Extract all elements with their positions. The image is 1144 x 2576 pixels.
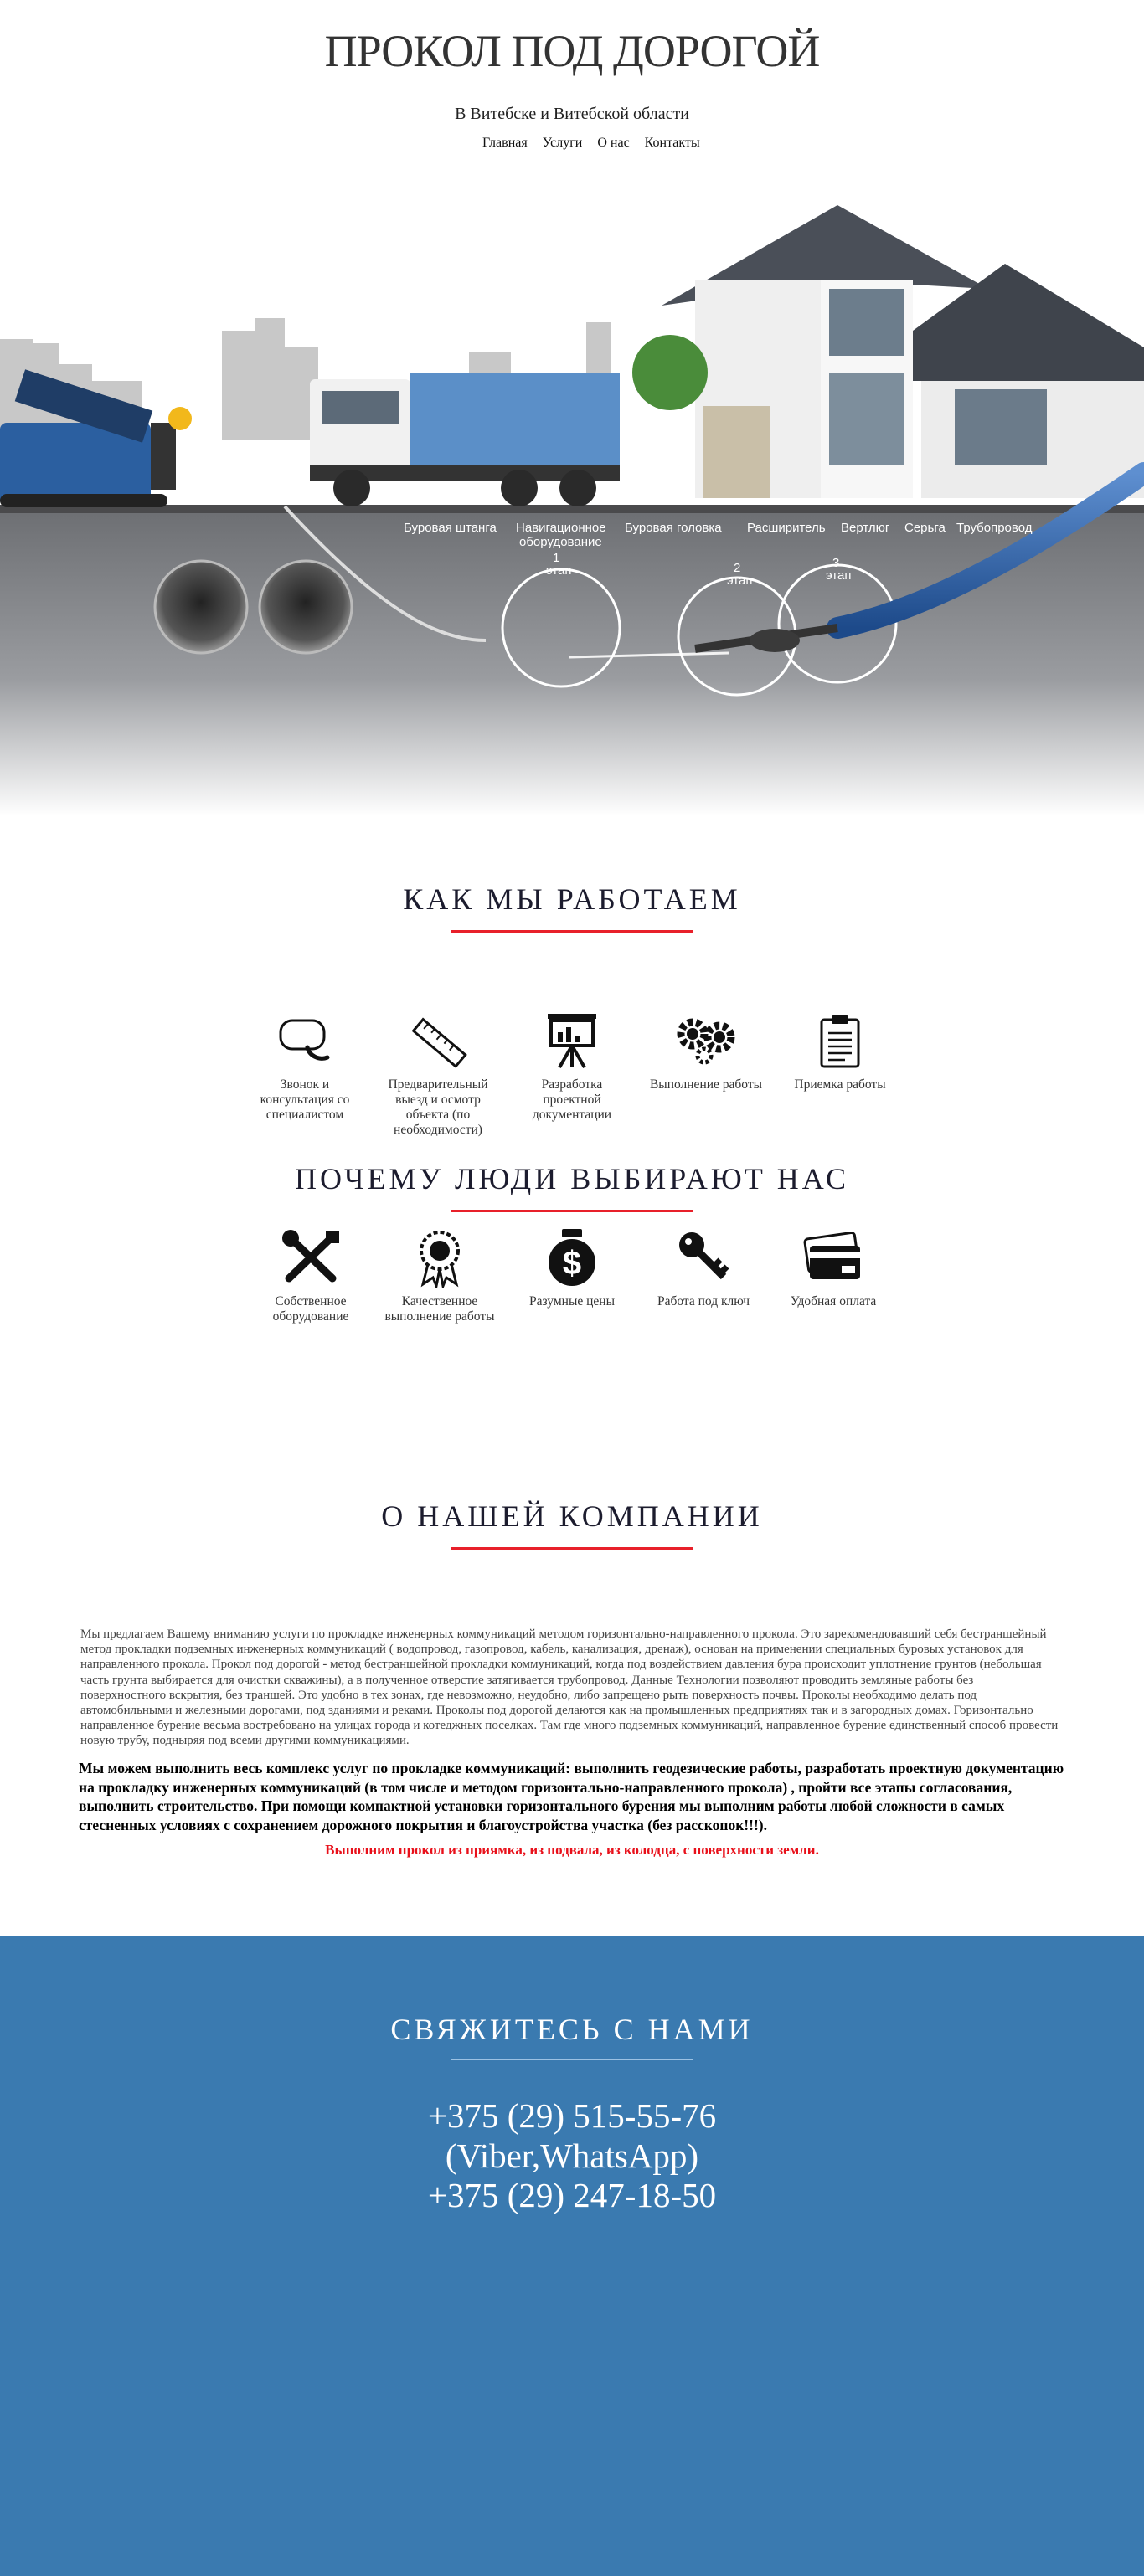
stage-2-number: 2 [734,561,741,575]
nav-item-home[interactable]: Главная [482,136,528,150]
stage-1-number: 1 [553,551,560,565]
hero-label-pipeline: Трубопровод [956,521,1033,535]
stage-1-word: этап [546,563,572,578]
why-title: ПОЧЕМУ ЛЮДИ ВЫБИРАЮТ НАС [294,1162,850,1195]
gears-icon [649,1010,763,1071]
hero-label-shackle: Серьга [904,521,946,535]
how-item-visit-label: Предварительный выезд и осмотр объекта (по необходимости) [388,1077,488,1137]
why-underline [451,1210,693,1212]
why-item-quality-label: Качественное выполнение работы [384,1294,495,1324]
site-subtitle: В Витебске и Витебской области [455,105,689,123]
nav-item-about[interactable]: О нас [597,136,630,150]
stage-3-number: 3 [832,556,840,570]
contact-underline [451,2059,693,2060]
contact-title: СВЯЖИТЕСЬ С НАМИ [390,2013,754,2046]
about-highlight: Выполним прокол из приямка, из подвала, из колодца, с поверхности земли. [325,1842,819,1858]
how-item-work [649,1010,763,1093]
how-item-project [515,1010,629,1123]
svg-text:$: $ [562,1245,582,1282]
key-icon [647,1227,760,1288]
card-icon [776,1227,890,1288]
how-item-visit [381,1010,495,1138]
how-item-work-label: Выполнение работы [649,1077,763,1092]
hero-label-nav-1: Навигационное [516,521,606,535]
about-paragraph-1: Мы предлагаем Вашему вниманию услуги по прокладке инженерных коммуникаций методом горизонтально-направленного прокола. Это зарекомендовавший себя бестраншейный метод прокладки подземных инженерных коммуникаций ( водопровод, газопровод, кабель, канализация, дренаж), основан на применении специальных буровых установок для направленного прокола. Прокол под дорогой - метод бестраншейной прокладки коммуникаций, когда под воздействием давления бура происходит уплотнение грунтов (небольшая часть грунта выбирается для очистки скважины), а в полученное отверстие затягивается трубопровод. Данные Технологии позволяют проводить земляные работы без поверхностного вскрытия, без траншей. Это удобно в тех зонах, где невозможно, неудобно, либо запрещено рыть поверхность почвы. Проколы необходимо делать под автомобильными и железными дорогами, под зданиями и реками. Проколы под дорогой делаются как на промышленных предприятиях так и в загородных домах. Горизонтально направленное бурение весьма востребовано на улицах города и котеджных поселках. Там где много подземных коммуникаций, направленное бурение единственный способ провести новую трубу, подныряя под всеми другими коммуникациями. [80,1627,1059,1748]
how-item-call [248,1010,362,1123]
stage-3-word: этап [826,568,852,583]
why-item-payment [776,1227,890,1309]
why-item-prices-label: Разумные цены [529,1294,615,1309]
phone-number-1[interactable]: +375 (29) 515-55-76 [427,2096,717,2135]
why-item-equipment-label: Собственное оборудование [272,1294,349,1324]
hero-label-nav-2: оборудование [519,535,602,549]
clipboard-icon [783,1010,897,1071]
tools-icon [254,1227,368,1288]
hero-label-swivel: Вертлюг [841,521,890,535]
nav-item-contacts[interactable]: Контакты [644,136,700,150]
money-bag-icon [515,1227,629,1288]
messengers-note: (Viber,WhatsApp) [445,2136,699,2175]
stage-2-word: этап [727,573,753,588]
how-item-call-label: Звонок и консультация со специалистом [260,1077,350,1122]
phone-icon [248,1010,362,1071]
hero-illustration [0,172,1144,816]
why-item-payment-label: Удобная оплата [790,1294,877,1309]
truck [310,373,620,506]
how-underline [451,930,693,933]
contact-section [0,1936,1144,2576]
how-item-project-label: Разработка проектной документации [532,1077,612,1122]
why-item-turnkey-label: Работа под ключ [657,1294,750,1309]
phone-number-2[interactable]: +375 (29) 247-18-50 [427,2176,717,2214]
site-title: ПРОКОЛ ПОД ДОРОГОЙ [324,26,820,76]
how-item-accept-label: Приемка работы [794,1077,886,1092]
about-paragraph-2: Мы можем выполнить весь комплекс услуг по прокладке коммуникаций: выполнить геодезические работы, разработать проектную документацию на прокладку инженерных коммуникаций (в том числе и методом горизонтально-направленного прокола) , пройти все этапы согласования, выполнить строительство. При помощи компактной установки горизонтального бурения мы выполним работы любой сложности в самых стесненных условиях с сохранением дорожного покрытия и благоустройства участка (без расскопок!!!). [79,1760,1064,1833]
why-item-prices [515,1227,629,1309]
hero-label-drill-head: Буровая головка [625,521,722,535]
why-item-quality [383,1227,497,1324]
how-item-accept [783,1010,897,1093]
nav-item-services[interactable]: Услуги [542,136,583,150]
hero-label-drill-rod: Буровая штанга [404,521,497,535]
main-nav [482,136,712,151]
house [632,205,1144,498]
about-title: О НАШЕЙ КОМПАНИИ [381,1499,763,1533]
medal-icon [383,1227,497,1288]
presentation-board-icon [515,1010,629,1071]
why-item-equipment [254,1227,368,1324]
how-title: КАК МЫ РАБОТАЕМ [403,882,741,916]
hero-label-reamer: Расширитель [747,521,826,535]
why-item-turnkey [647,1227,760,1309]
ruler-icon [381,1010,495,1071]
about-underline [451,1547,693,1550]
